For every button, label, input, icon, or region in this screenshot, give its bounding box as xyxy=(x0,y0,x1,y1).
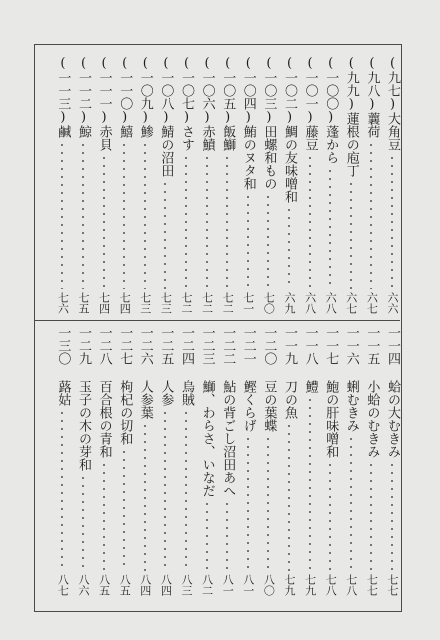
toc-entry xyxy=(178,56,194,314)
toc-entry-title: 一二二 鮎の背ごし沼田あへ xyxy=(220,326,236,497)
toc-entry xyxy=(240,56,256,314)
toc-entry-title: (一一〇)鱚 xyxy=(117,56,133,138)
toc-entry-title: (一〇〇)蓬から xyxy=(323,56,339,164)
toc-entry xyxy=(116,56,132,314)
leader-dots xyxy=(199,500,215,571)
leader-dots xyxy=(199,154,215,289)
toc-entry-page: 七八 xyxy=(344,574,358,596)
toc-entry-title: 一一五 小蛤のむきみ xyxy=(364,326,380,458)
toc-entry-title: (一〇五)飯鰤 xyxy=(220,56,236,151)
leader-dots xyxy=(137,422,153,571)
leader-dots xyxy=(96,154,112,289)
leader-dots xyxy=(54,409,70,571)
leader-dots xyxy=(54,141,70,289)
leader-dots xyxy=(178,154,194,289)
toc-entry xyxy=(137,326,153,596)
leader-dots xyxy=(384,154,400,289)
toc-entry xyxy=(322,56,338,314)
toc-entry-title: (九九)蓮根の庖丁 xyxy=(343,56,359,177)
leader-dots xyxy=(116,448,132,571)
toc-entry xyxy=(363,56,379,314)
leader-dots xyxy=(302,396,318,571)
leader-dots xyxy=(219,500,235,571)
toc-entry xyxy=(75,56,91,314)
toc-entry-page: 七四 xyxy=(97,292,111,314)
toc-entry-page: 八〇 xyxy=(262,574,276,596)
toc-entry-page: 七二 xyxy=(221,292,235,314)
leader-dots xyxy=(157,409,173,571)
toc-entry xyxy=(363,326,379,596)
leader-dots xyxy=(363,141,379,289)
toc-entry-page: 七二 xyxy=(200,292,214,314)
toc-entry-page: 七五 xyxy=(77,292,90,314)
toc-entry-title: 一二七 枸杞の切和 xyxy=(117,326,133,445)
toc-entry-page: 八四 xyxy=(138,574,152,596)
toc-entry-title: 一一六 蜊むきみ xyxy=(343,326,359,432)
toc-entry-title: (一〇九)鯵 xyxy=(137,56,153,138)
toc-entry xyxy=(281,56,297,314)
toc-entry-title: 一一七 鮑の肝味噌和 xyxy=(323,326,339,458)
leader-dots xyxy=(75,474,91,571)
leader-dots xyxy=(322,167,338,289)
toc-entry-page: 六八 xyxy=(303,292,317,314)
toc-entry-page: 八五 xyxy=(97,574,111,596)
leader-dots xyxy=(96,461,112,571)
toc-entry xyxy=(219,326,235,596)
toc-entry-title: 一二六 人参葉 xyxy=(137,326,153,419)
toc-entry-page: 八二 xyxy=(200,574,214,596)
toc-entry-page: 七九 xyxy=(303,574,317,596)
toc-entry xyxy=(240,326,256,596)
leader-dots xyxy=(363,461,379,571)
toc-entry-title: (一〇三)田螺和もの xyxy=(261,56,277,190)
toc-entry-page: 七三 xyxy=(138,292,152,314)
toc-entry xyxy=(260,326,276,596)
toc-entry-title: 一二三 鰤、わらさ、いなだ xyxy=(199,326,215,497)
toc-entry xyxy=(219,56,235,314)
toc-entry-title: 一二四 烏賊 xyxy=(179,326,194,406)
leader-dots xyxy=(240,435,256,571)
toc-entry-page: 八五 xyxy=(118,574,132,596)
toc-entry-title: (九七)大角豆 xyxy=(385,56,400,151)
toc-entry-title: 一一四 蛤の大むきみ xyxy=(385,326,400,458)
toc-entry-title: (一〇二)鯛の友味噌和 xyxy=(282,56,297,203)
leader-dots xyxy=(240,193,256,289)
toc-entry-title: 一二五 人参 xyxy=(158,326,174,406)
toc-entry-title: 一二一 鰹くらげ xyxy=(240,326,256,432)
leader-dots xyxy=(116,141,132,289)
toc-entry-title: 一一八 鱧 xyxy=(302,326,318,393)
toc-entry-page: 六七 xyxy=(344,292,358,314)
toc-entry xyxy=(199,56,215,314)
leader-dots xyxy=(384,461,400,571)
toc-entry xyxy=(322,326,338,596)
toc-entry-page: 八七 xyxy=(56,574,70,596)
toc-entry xyxy=(343,56,359,314)
toc-entry xyxy=(96,326,112,596)
toc-entry xyxy=(157,326,173,596)
leader-dots xyxy=(157,180,173,289)
toc-entry-title: (九八)蘘荷 xyxy=(364,56,380,138)
toc-entry-title: (一〇四)鮪のヌタ和 xyxy=(240,56,256,190)
toc-entry-title: 一一九 刀の魚 xyxy=(282,326,297,419)
toc-entry-page: 七四 xyxy=(118,292,132,314)
toc-entry-title: 一二〇 豆の葉蝶 xyxy=(261,326,277,432)
toc-entry xyxy=(343,326,359,596)
toc-entry-page: 七九 xyxy=(283,574,296,596)
toc-entry-page: 六六 xyxy=(386,292,399,314)
toc-entry xyxy=(260,56,276,314)
toc-entry xyxy=(137,56,153,314)
toc-entry xyxy=(178,326,194,596)
toc-entry xyxy=(96,56,112,314)
toc-entry-page: 八四 xyxy=(159,574,173,596)
toc-entry-page: 七〇 xyxy=(262,292,276,314)
toc-entry xyxy=(75,326,91,596)
toc-entry xyxy=(54,326,70,596)
toc-entry-title: (一〇七)さす xyxy=(179,56,194,151)
toc-entry xyxy=(384,56,400,314)
leader-dots xyxy=(260,193,276,289)
leader-dots xyxy=(281,422,297,571)
toc-entry-title: 一二八 百合根の青和 xyxy=(96,326,112,458)
toc-entry xyxy=(281,326,297,596)
toc-entry-page: 八三 xyxy=(180,574,193,596)
leader-dots xyxy=(322,461,338,571)
toc-entry-page: 八一 xyxy=(221,574,235,596)
toc-entry-title: (一〇六)赤鱝 xyxy=(199,56,215,151)
toc-entry xyxy=(384,326,400,596)
toc-entry-page: 七二 xyxy=(180,292,193,314)
leader-dots xyxy=(75,141,91,289)
toc-entry xyxy=(54,56,70,314)
toc-entry xyxy=(302,56,318,314)
toc-entry-page: 七八 xyxy=(324,574,338,596)
toc-entry-title: (一一一)赤貝 xyxy=(96,56,112,151)
leader-dots xyxy=(178,409,194,571)
toc-entry-title: 一二九 玉子の木の芽和 xyxy=(76,326,91,471)
leader-dots xyxy=(137,141,153,289)
toc-entry xyxy=(302,326,318,596)
toc-entry xyxy=(157,56,173,314)
toc-entry-page: 六七 xyxy=(365,292,379,314)
toc-entry-title: 一三〇 蕗姑 xyxy=(55,326,71,406)
toc-entry-page: 八一 xyxy=(241,574,255,596)
row-divider xyxy=(34,320,400,321)
toc-entry-page: 八六 xyxy=(77,574,90,596)
leader-dots xyxy=(260,435,276,571)
toc-entry-page: 七一 xyxy=(241,292,255,314)
leader-dots xyxy=(343,435,359,571)
leader-dots xyxy=(343,180,359,289)
toc-entry-page: 六八 xyxy=(324,292,338,314)
leader-dots xyxy=(281,206,297,289)
toc-entry-title: (一一二)鯨 xyxy=(76,56,91,138)
toc-entry-page: 七七 xyxy=(365,574,379,596)
toc-entry xyxy=(116,326,132,596)
toc-entry-page: 七六 xyxy=(56,292,70,314)
leader-dots xyxy=(219,154,235,289)
toc-entry xyxy=(199,326,215,596)
toc-entry-page: 七七 xyxy=(386,574,399,596)
leader-dots xyxy=(302,154,318,289)
toc-entry-title: (一一三)鹹 xyxy=(55,56,71,138)
toc-entry-page: 七三 xyxy=(159,292,173,314)
toc-entry-page: 六九 xyxy=(283,292,296,314)
toc-entry-title: (一〇八)鯖の沼田 xyxy=(158,56,174,177)
toc-entry-title: (一〇一)藤豆 xyxy=(302,56,318,151)
